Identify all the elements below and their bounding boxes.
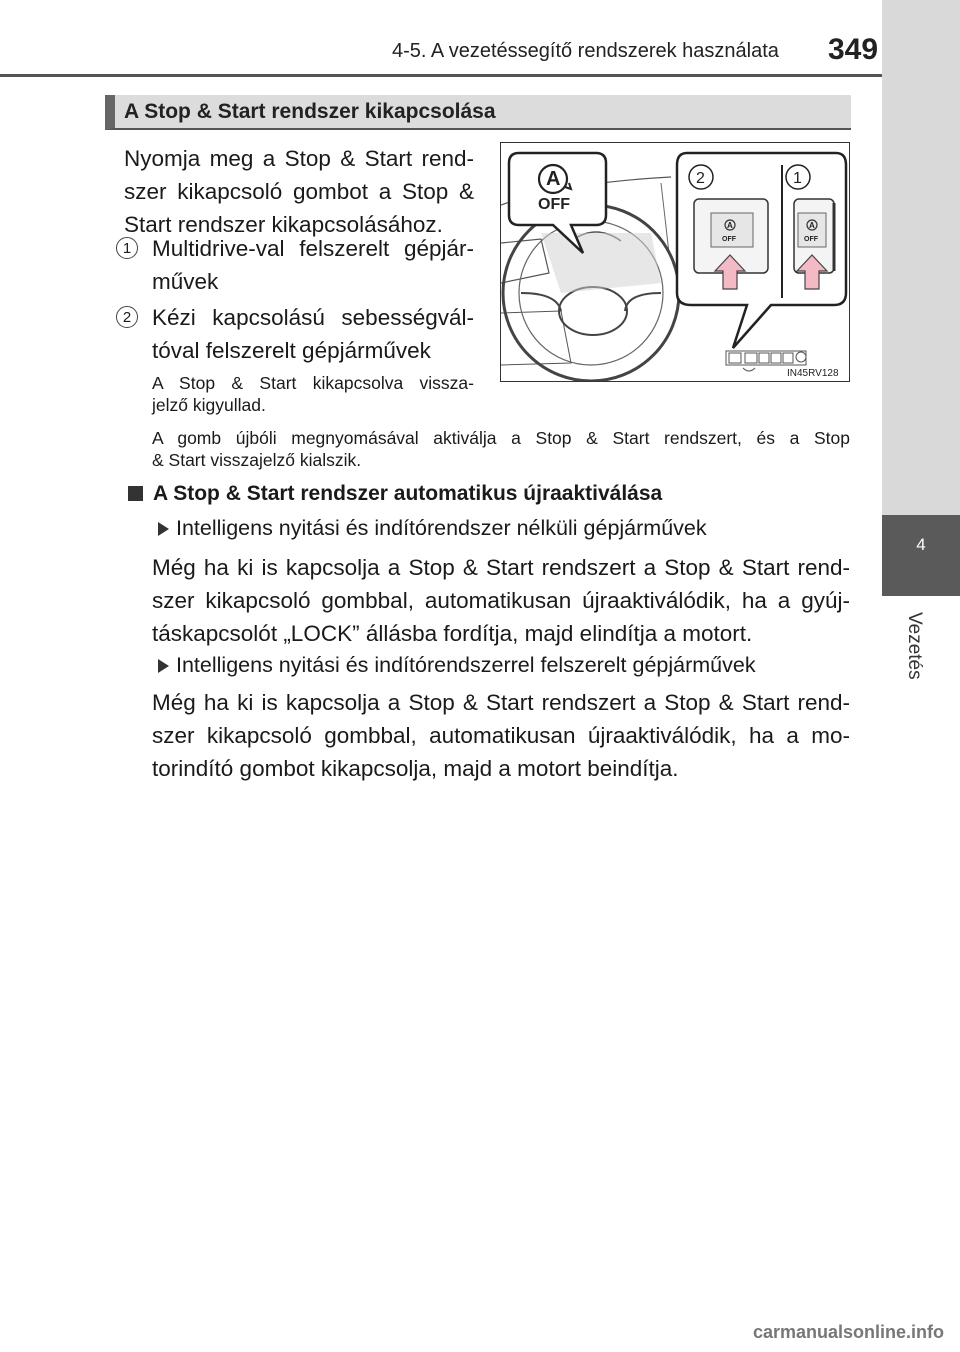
- case-line: szer kikapcsoló gombbal, automatikusan újraaktiválódik, ha a gyúj-: [152, 588, 850, 613]
- header-rule: [0, 74, 882, 77]
- section-title: A Stop & Start rendszer kikapcsolása: [124, 100, 496, 123]
- side-tab-chapter-label: Vezetés: [904, 612, 925, 680]
- square-bullet-icon: [128, 486, 143, 501]
- watermark: carmanualsonline.info: [752, 1322, 944, 1342]
- button1-symbol: A: [809, 221, 815, 230]
- reactivation-note: [152, 427, 850, 471]
- chapter-title: 4-5. A vezetéssegítő rendszerek használata: [392, 40, 779, 62]
- note-line: A gomb újbóli megnyomásával aktiválja a Stop & Start rendszert, és a Stop: [152, 428, 850, 448]
- case-line: Még ha ki is kapcsolja a Stop & Start rendszert a Stop & Start rend-: [152, 690, 850, 715]
- list-item-line: tóval felszerelt gépjárművek: [152, 338, 431, 363]
- dashboard-illustration: [500, 142, 850, 382]
- button2-symbol: A: [727, 221, 733, 230]
- indicator-note: [152, 372, 474, 416]
- case-paragraph: [152, 551, 850, 650]
- intro-line: szer kikapcsoló gombot a Stop &: [124, 179, 474, 204]
- case-line: torindító gombot kikapcsolja, majd a motort beindítja.: [152, 756, 679, 781]
- subsection-title: A Stop & Start rendszer automatikus újraaktiválása: [153, 482, 663, 505]
- list-item: [152, 232, 474, 298]
- case-heading: Intelligens nyitási és indítórendszer nélküli gépjárművek: [176, 516, 707, 540]
- intro-line: Nyomja meg a Stop & Start rend-: [124, 146, 474, 171]
- list-item: [152, 301, 474, 367]
- callout-number-1: 1: [793, 170, 802, 187]
- case-heading: Intelligens nyitási és indítórendszerrel felszerelt gépjárművek: [176, 653, 756, 677]
- button2-off-label: OFF: [722, 236, 736, 243]
- case-line: táskapcsolót „LOCK” állásba fordítja, majd elindítja a motort.: [152, 621, 753, 646]
- side-tab-chapter-box: [882, 515, 960, 596]
- case-paragraph: [152, 686, 850, 785]
- bubble-off-label: OFF: [538, 196, 570, 213]
- item-number-badge: 1: [116, 237, 138, 259]
- illustration-code: IN45RV128: [787, 368, 839, 379]
- note-line: & Start visszajelző kialszik.: [152, 450, 362, 470]
- side-tab: [882, 0, 960, 596]
- side-tab-chapter-number: 4: [916, 535, 926, 554]
- dashboard-drawing: [501, 143, 850, 382]
- bubble-button-symbol: A: [546, 168, 561, 190]
- triangle-bullet-icon: [158, 522, 169, 536]
- triangle-bullet-icon: [158, 659, 169, 673]
- case-line: Még ha ki is kapcsolja a Stop & Start rendszert a Stop & Start rend-: [152, 555, 850, 580]
- callout-number-2: 2: [696, 170, 705, 187]
- page-number: 349: [828, 33, 879, 66]
- button1-off-label: OFF: [804, 236, 818, 243]
- intro-line: Start rendszer kikapcsolásához.: [124, 212, 443, 237]
- item-number-badge: 2: [116, 306, 138, 328]
- list-item-line: Kézi kapcsolású sebességvál-: [152, 305, 474, 330]
- note-line: jelző kigyullad.: [152, 395, 266, 415]
- intro-paragraph: [124, 142, 474, 241]
- list-item-line: művek: [152, 269, 219, 294]
- case-line: szer kikapcsoló gombbal, automatikusan újraaktiválódik, ha a mo-: [152, 723, 850, 748]
- note-line: A Stop & Start kikapcsolva vissza-: [152, 373, 474, 393]
- list-item-line: Multidrive-val felszerelt gépjár-: [152, 236, 474, 261]
